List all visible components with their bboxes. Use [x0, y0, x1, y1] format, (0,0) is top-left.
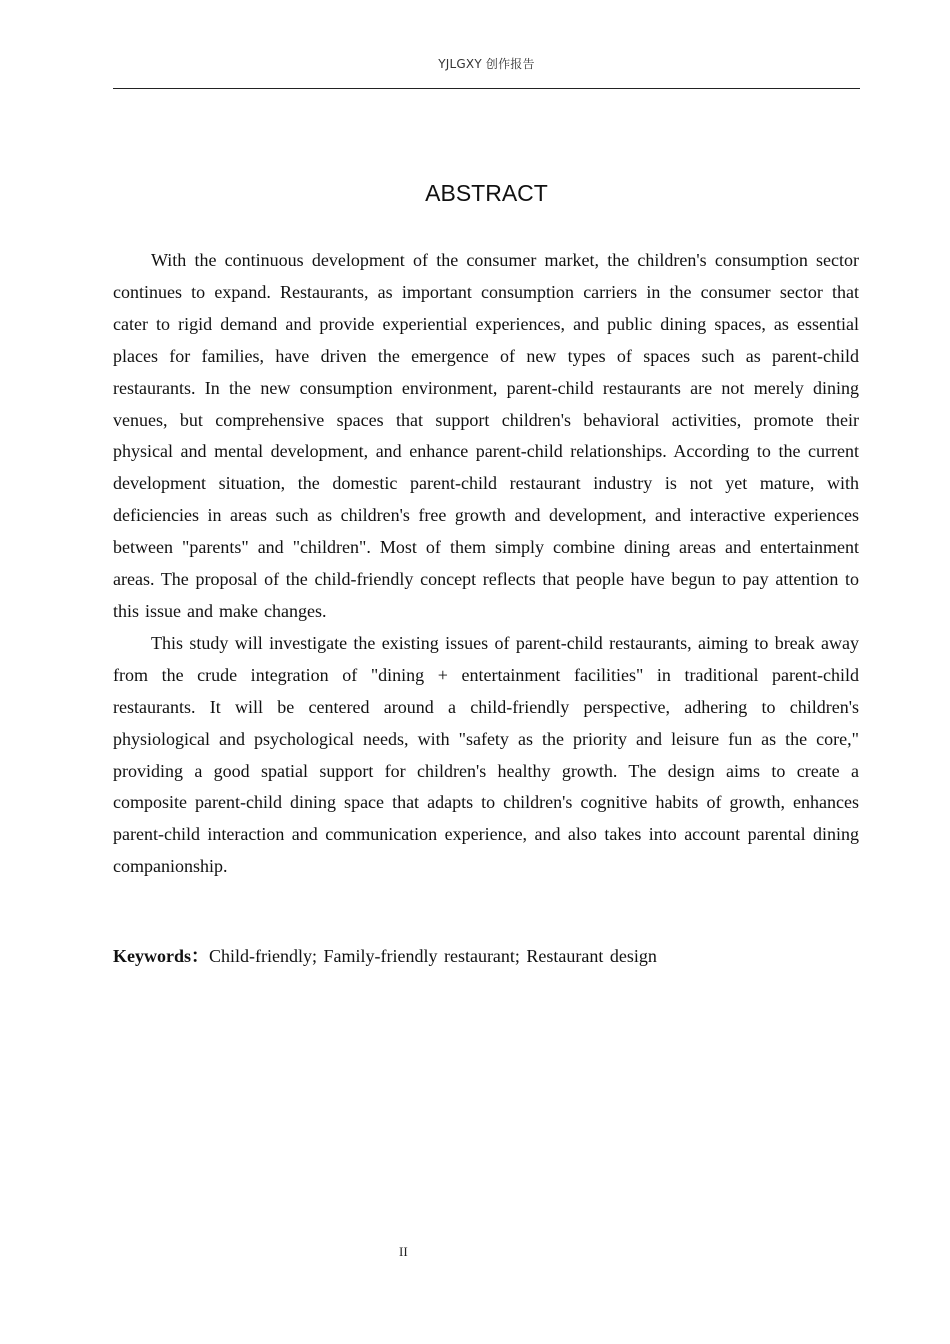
abstract-body	[113, 245, 859, 883]
keywords-line	[113, 941, 859, 973]
header-divider	[113, 88, 860, 89]
abstract-title: ABSTRACT	[425, 180, 548, 206]
page-number: II	[399, 1244, 408, 1259]
keywords-label: Keywords：	[113, 946, 209, 966]
running-header: YJLGXY 创作报告	[438, 57, 535, 71]
keywords-text: Child-friendly; Family-friendly restaurant; Restaurant design	[209, 946, 657, 966]
abstract-paragraph-2: This study will investigate the existing issues of parent-child restaurants, aiming to break away from the crude integration of "dining + entertainment facilities" in traditional parent-child restaurants. It will be centered around a child-friendly perspective, adhering to children's physiological and psychological needs, with "safety as the priority and leisure fun as the core," providing a good spatial support for children's healthy growth. The design aims to create a composite parent-child dining space that adapts to children's cognitive habits of growth, enhances parent-child interaction and communication experience, and also takes into account parental dining companionship.	[113, 632, 859, 877]
abstract-paragraph-1: With the continuous development of the consumer market, the children's consumption sector continues to expand. Restaurants, as important consumption carriers in the consumer sector that cater to rigid demand and provide experiential experiences, and public dining spaces, as essential places for families, have driven the emergence of new types of spaces such as parent-child restaurants. In the new consumption environment, parent-child restaurants are not merely dining venues, but comprehensive spaces that support children's behavioral activities, promote their physical and mental development, and enhance parent-child relationships. According to the current development situation, the domestic parent-child restaurant industry is not yet mature, with deficiencies in areas such as children's free growth and development, and interactive experiences between "parents" and "children". Most of them simply combine dining areas and entertainment areas. The proposal of the child-friendly concept reflects that people have begun to pay attention to this issue and make changes.	[113, 250, 859, 621]
